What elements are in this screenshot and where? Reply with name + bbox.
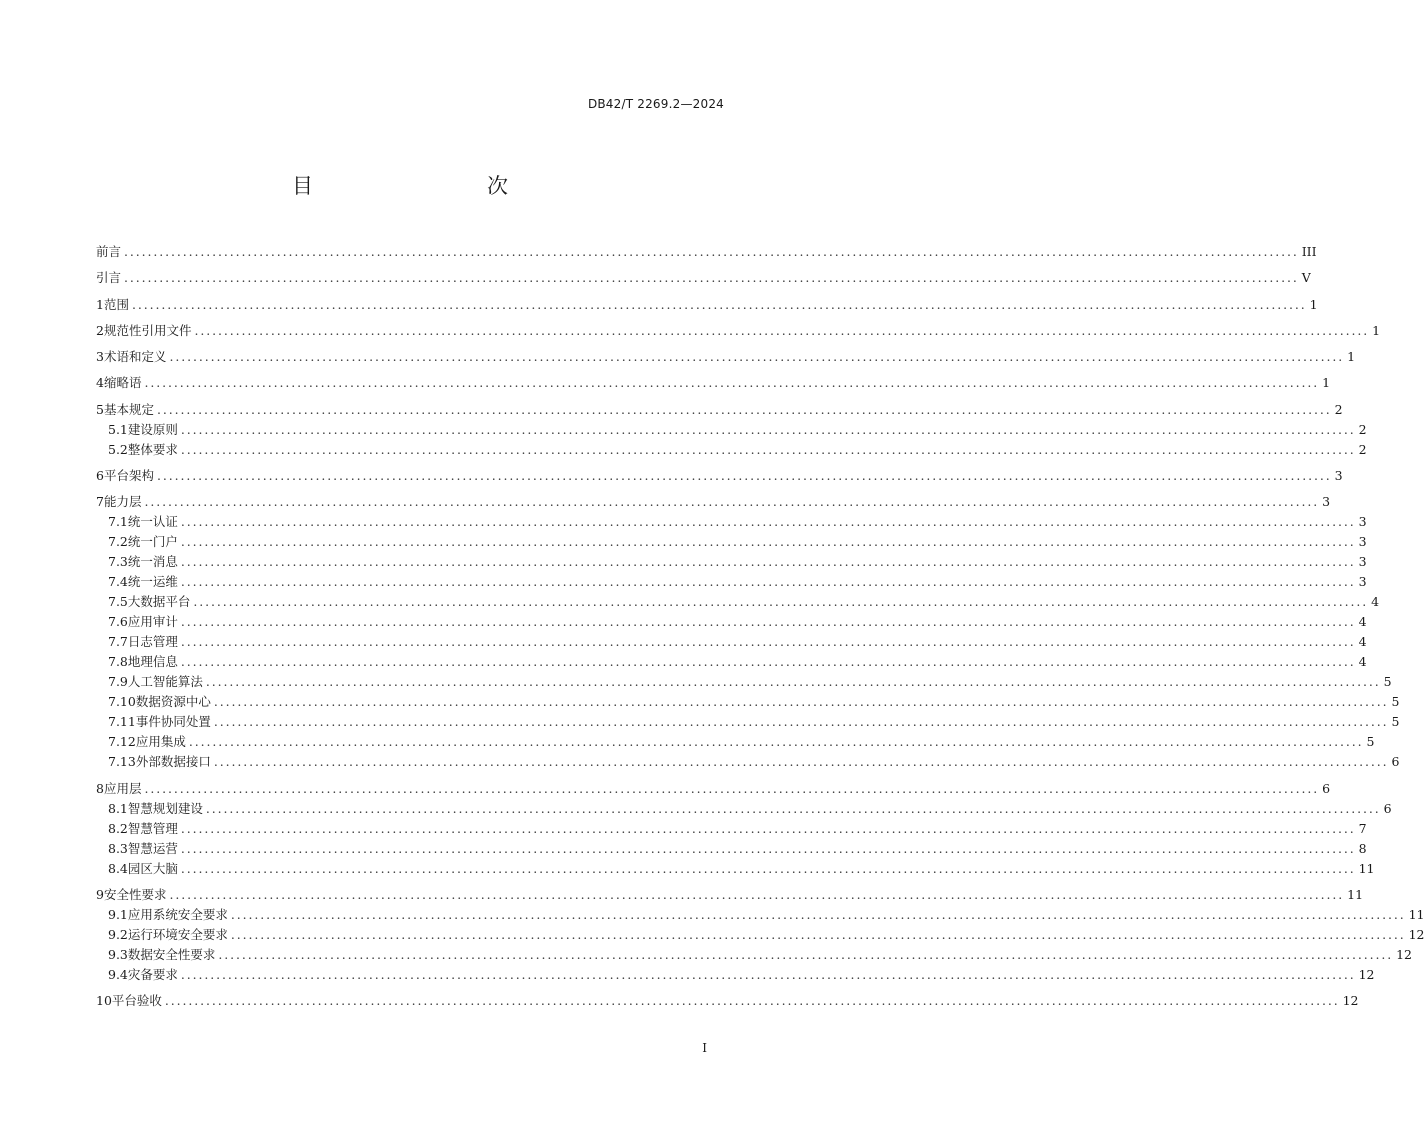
dot-leader: ........................................................................................................................................................................................................ [144,780,1320,796]
toc-entry-page: 3 [1358,514,1367,530]
dot-leader: ........................................................................................................................................................................................................ [180,654,1356,670]
dot-leader: ........................................................................................................................................................................................................ [180,966,1356,982]
toc-entry-number: 7.4 [108,574,128,590]
toc-entry-page: 2 [1358,441,1367,457]
toc-entry[interactable] [96,991,1359,1011]
toc-entry-page: 4 [1358,634,1367,650]
toc-entry-number: 5.2 [108,441,128,457]
toc-entry[interactable] [96,532,1367,552]
toc-entry-page: 12 [1408,926,1425,942]
toc-entry[interactable] [96,420,1367,440]
toc-entry-page: 8 [1358,840,1367,856]
dot-leader: ........................................................................................................................................................................................................ [213,694,1389,710]
toc-entry-label: 整体要求 [127,441,178,457]
toc-entry-page: 1 [1309,296,1318,312]
toc-entry[interactable] [96,347,1356,367]
toc-entry-label: 应用系统安全要求 [127,906,228,922]
toc-entry[interactable] [96,400,1343,420]
toc-entry-page: 3 [1358,554,1367,570]
toc-entry[interactable] [96,885,1364,905]
dot-leader: ........................................................................................................................................................................................................ [131,296,1307,312]
toc-entry[interactable] [96,295,1318,315]
toc-entry-page: 3 [1358,534,1367,550]
toc-entry-number: 7.11 [108,714,136,730]
dot-leader: ........................................................................................................................................................................................................ [180,634,1356,650]
toc-entry-label: 规范性引用文件 [103,322,192,338]
toc-entry[interactable] [96,799,1392,819]
toc-entry-page: 12 [1342,993,1359,1009]
toc-entry-number: 7.5 [108,594,128,610]
toc-entry-number: 8.3 [108,840,128,856]
toc-entry-label: 运行环境安全要求 [127,926,228,942]
toc-entry[interactable] [96,712,1400,732]
toc-entry-label: 统一认证 [127,514,178,530]
toc-entry-label: 建设原则 [127,421,178,437]
toc-entry-label: 引言 [96,270,122,286]
toc-entry-number: 8.2 [108,820,128,836]
dot-leader: ........................................................................................................................................................................................................ [180,840,1356,856]
table-of-contents [96,242,1425,1011]
toc-entry-number: 8.4 [108,860,128,876]
toc-entry[interactable] [96,859,1375,879]
dot-leader: ........................................................................................................................................................................................................ [164,993,1340,1009]
toc-entry-number: 8 [96,780,104,796]
toc-entry-page: 12 [1358,966,1375,982]
dot-leader: ........................................................................................................................................................................................................ [180,534,1356,550]
toc-entry[interactable] [96,552,1367,572]
dot-leader: ........................................................................................................................................................................................................ [144,375,1320,391]
toc-entry-number: 9.1 [108,906,128,922]
toc-entry-page: 4 [1371,594,1380,610]
toc-entry[interactable] [96,242,1317,262]
dot-leader: ........................................................................................................................................................................................................ [213,714,1389,730]
toc-entry-number: 5.1 [108,421,128,437]
toc-entry[interactable] [96,440,1367,460]
toc-entry-page: 5 [1383,674,1392,690]
toc-entry-label: 外部数据接口 [135,754,211,770]
dot-leader: ........................................................................................................................................................................................................ [156,468,1332,484]
toc-entry-number: 8.1 [108,800,128,816]
toc-entry-number: 7.9 [108,674,128,690]
toc-entry-number: 7.7 [108,634,128,650]
dot-leader: ........................................................................................................................................................................................................ [169,886,1345,902]
dot-leader: ........................................................................................................................................................................................................ [180,614,1356,630]
toc-entry-label: 平台验收 [111,993,162,1009]
toc-entry-page: 11 [1408,906,1425,922]
toc-entry-page: 5 [1391,714,1400,730]
toc-entry-label: 应用集成 [135,734,186,750]
toc-entry-page: 2 [1358,421,1367,437]
toc-entry-label: 智慧运营 [127,840,178,856]
toc-entry-page: 3 [1334,468,1343,484]
toc-entry[interactable] [96,925,1425,945]
toc-entry-label: 大数据平台 [127,594,191,610]
toc-entry[interactable] [96,572,1367,592]
toc-entry-label: 灾备要求 [127,966,178,982]
toc-entry[interactable] [96,905,1425,925]
dot-leader: ........................................................................................................................................................................................................ [213,754,1389,770]
toc-entry-number: 9.3 [108,946,128,962]
dot-leader: ........................................................................................................................................................................................................ [180,574,1356,590]
dot-leader: ........................................................................................................................................................................................................ [180,860,1356,876]
toc-entry-number: 7 [96,494,104,510]
dot-leader: ........................................................................................................................................................................................................ [230,926,1406,942]
toc-entry[interactable] [96,321,1381,341]
toc-entry-number: 9.4 [108,966,128,982]
toc-entry-label: 数据资源中心 [135,694,211,710]
toc-entry-label: 应用审计 [127,614,178,630]
toc-entry[interactable] [96,839,1367,859]
toc-entry-label: 事件协同处置 [135,714,211,730]
dot-leader: ........................................................................................................................................................................................................ [180,820,1356,836]
toc-entry-label: 应用层 [103,780,142,796]
dot-leader: ........................................................................................................................................................................................................ [124,270,1299,286]
document-code: DB42/T 2269.2—2024 [587,97,724,111]
toc-entry[interactable] [96,752,1400,772]
toc-entry-label: 缩略语 [103,375,142,391]
toc-entry-label: 平台架构 [103,468,154,484]
toc-entry[interactable] [96,466,1343,486]
toc-entry[interactable] [96,612,1367,632]
toc-entry[interactable] [96,945,1412,965]
toc-entry[interactable] [96,632,1367,652]
toc-entry[interactable] [96,732,1375,752]
dot-leader: ........................................................................................................................................................................................................ [180,441,1356,457]
toc-entry[interactable] [96,512,1367,532]
dot-leader: ........................................................................................................................................................................................................ [230,906,1406,922]
toc-entry-label: 统一消息 [127,554,178,570]
toc-entry-label: 能力层 [103,494,142,510]
toc-entry[interactable] [96,492,1331,512]
toc-entry-number: 7.1 [108,514,128,530]
toc-entry-page: 3 [1358,574,1367,590]
toc-entry-label: 术语和定义 [103,349,167,365]
toc-entry-number: 9 [96,886,104,902]
toc-entry-number: 5 [96,401,104,417]
toc-entry-number: 6 [96,468,104,484]
toc-entry-number: 1 [96,296,104,312]
toc-entry-number: 9.2 [108,926,128,942]
dot-leader: ........................................................................................................................................................................................................ [144,494,1320,510]
dot-leader: ........................................................................................................................................................................................................ [180,421,1356,437]
toc-entry-number: 7.2 [108,534,128,550]
toc-entry-page: 6 [1322,780,1331,796]
toc-entry-page: 5 [1366,734,1375,750]
toc-entry-page: 4 [1358,614,1367,630]
page-title: 目 次 [292,174,552,198]
dot-leader: ........................................................................................................................................................................................................ [194,322,1370,338]
dot-leader: ........................................................................................................................................................................................................ [193,594,1369,610]
toc-entry-page: V [1301,270,1311,286]
dot-leader: ........................................................................................................................................................................................................ [180,514,1356,530]
toc-entry-number: 2 [96,322,104,338]
toc-entry-number: 4 [96,375,104,391]
toc-entry[interactable] [96,652,1367,672]
toc-entry-page: 11 [1347,886,1364,902]
toc-entry[interactable] [96,672,1392,692]
toc-entry-label: 智慧规划建设 [127,800,203,816]
toc-entry-page: 7 [1358,820,1367,836]
toc-entry-page: 12 [1396,946,1412,962]
toc-entry-label: 智慧管理 [127,820,178,836]
dot-leader: ........................................................................................................................................................................................................ [156,401,1332,417]
toc-entry-page: 11 [1358,860,1375,876]
toc-entry-page: 2 [1334,401,1343,417]
toc-entry-number: 7.3 [108,554,128,570]
toc-entry-page: 1 [1322,375,1331,391]
toc-entry[interactable] [96,692,1400,712]
toc-entry-label: 基本规定 [103,401,154,417]
dot-leader: ........................................................................................................................................................................................................ [180,554,1356,570]
toc-entry[interactable] [96,779,1331,799]
toc-entry-page: 6 [1391,754,1400,770]
toc-entry-label: 统一门户 [127,534,178,550]
toc-entry[interactable] [96,373,1331,393]
toc-entry-page: 1 [1372,322,1381,338]
toc-entry-page: III [1301,244,1317,259]
dot-leader: ........................................................................................................................................................................................................ [218,946,1394,962]
toc-entry-number: 7.10 [108,694,136,710]
toc-entry-label: 地理信息 [127,654,178,670]
toc-entry-label: 前言 [96,244,122,259]
toc-entry-label: 范围 [103,296,129,312]
toc-entry-page: 6 [1383,800,1392,816]
toc-entry-page: 1 [1347,349,1356,365]
toc-entry-number: 7.12 [108,734,136,750]
toc-entry[interactable] [96,819,1367,839]
toc-entry-number: 10 [96,993,112,1009]
toc-entry-label: 人工智能算法 [127,674,203,690]
toc-entry-page: 5 [1391,694,1400,710]
toc-entry-number: 7.8 [108,654,128,670]
toc-entry-label: 统一运维 [127,574,178,590]
toc-entry[interactable] [96,965,1375,985]
dot-leader: ........................................................................................................................................................................................................ [169,349,1345,365]
dot-leader: ........................................................................................................................................................................................................ [205,674,1381,690]
dot-leader: ........................................................................................................................................................................................................ [205,800,1381,816]
toc-entry-number: 7.6 [108,614,128,630]
toc-entry-label: 园区大脑 [127,860,178,876]
toc-entry-number: 3 [96,349,104,365]
page-number: I [702,1041,707,1055]
toc-entry[interactable] [96,592,1380,612]
toc-entry-page: 3 [1322,494,1331,510]
toc-entry-label: 安全性要求 [103,886,167,902]
toc-entry-page: 4 [1358,654,1367,670]
dot-leader: ........................................................................................................................................................................................................ [188,734,1364,750]
toc-entry[interactable] [96,268,1311,288]
toc-entry-label: 日志管理 [127,634,178,650]
dot-leader: ........................................................................................................................................................................................................ [124,244,1299,259]
toc-entry-label: 数据安全性要求 [127,946,216,962]
toc-entry-number: 7.13 [108,754,136,770]
